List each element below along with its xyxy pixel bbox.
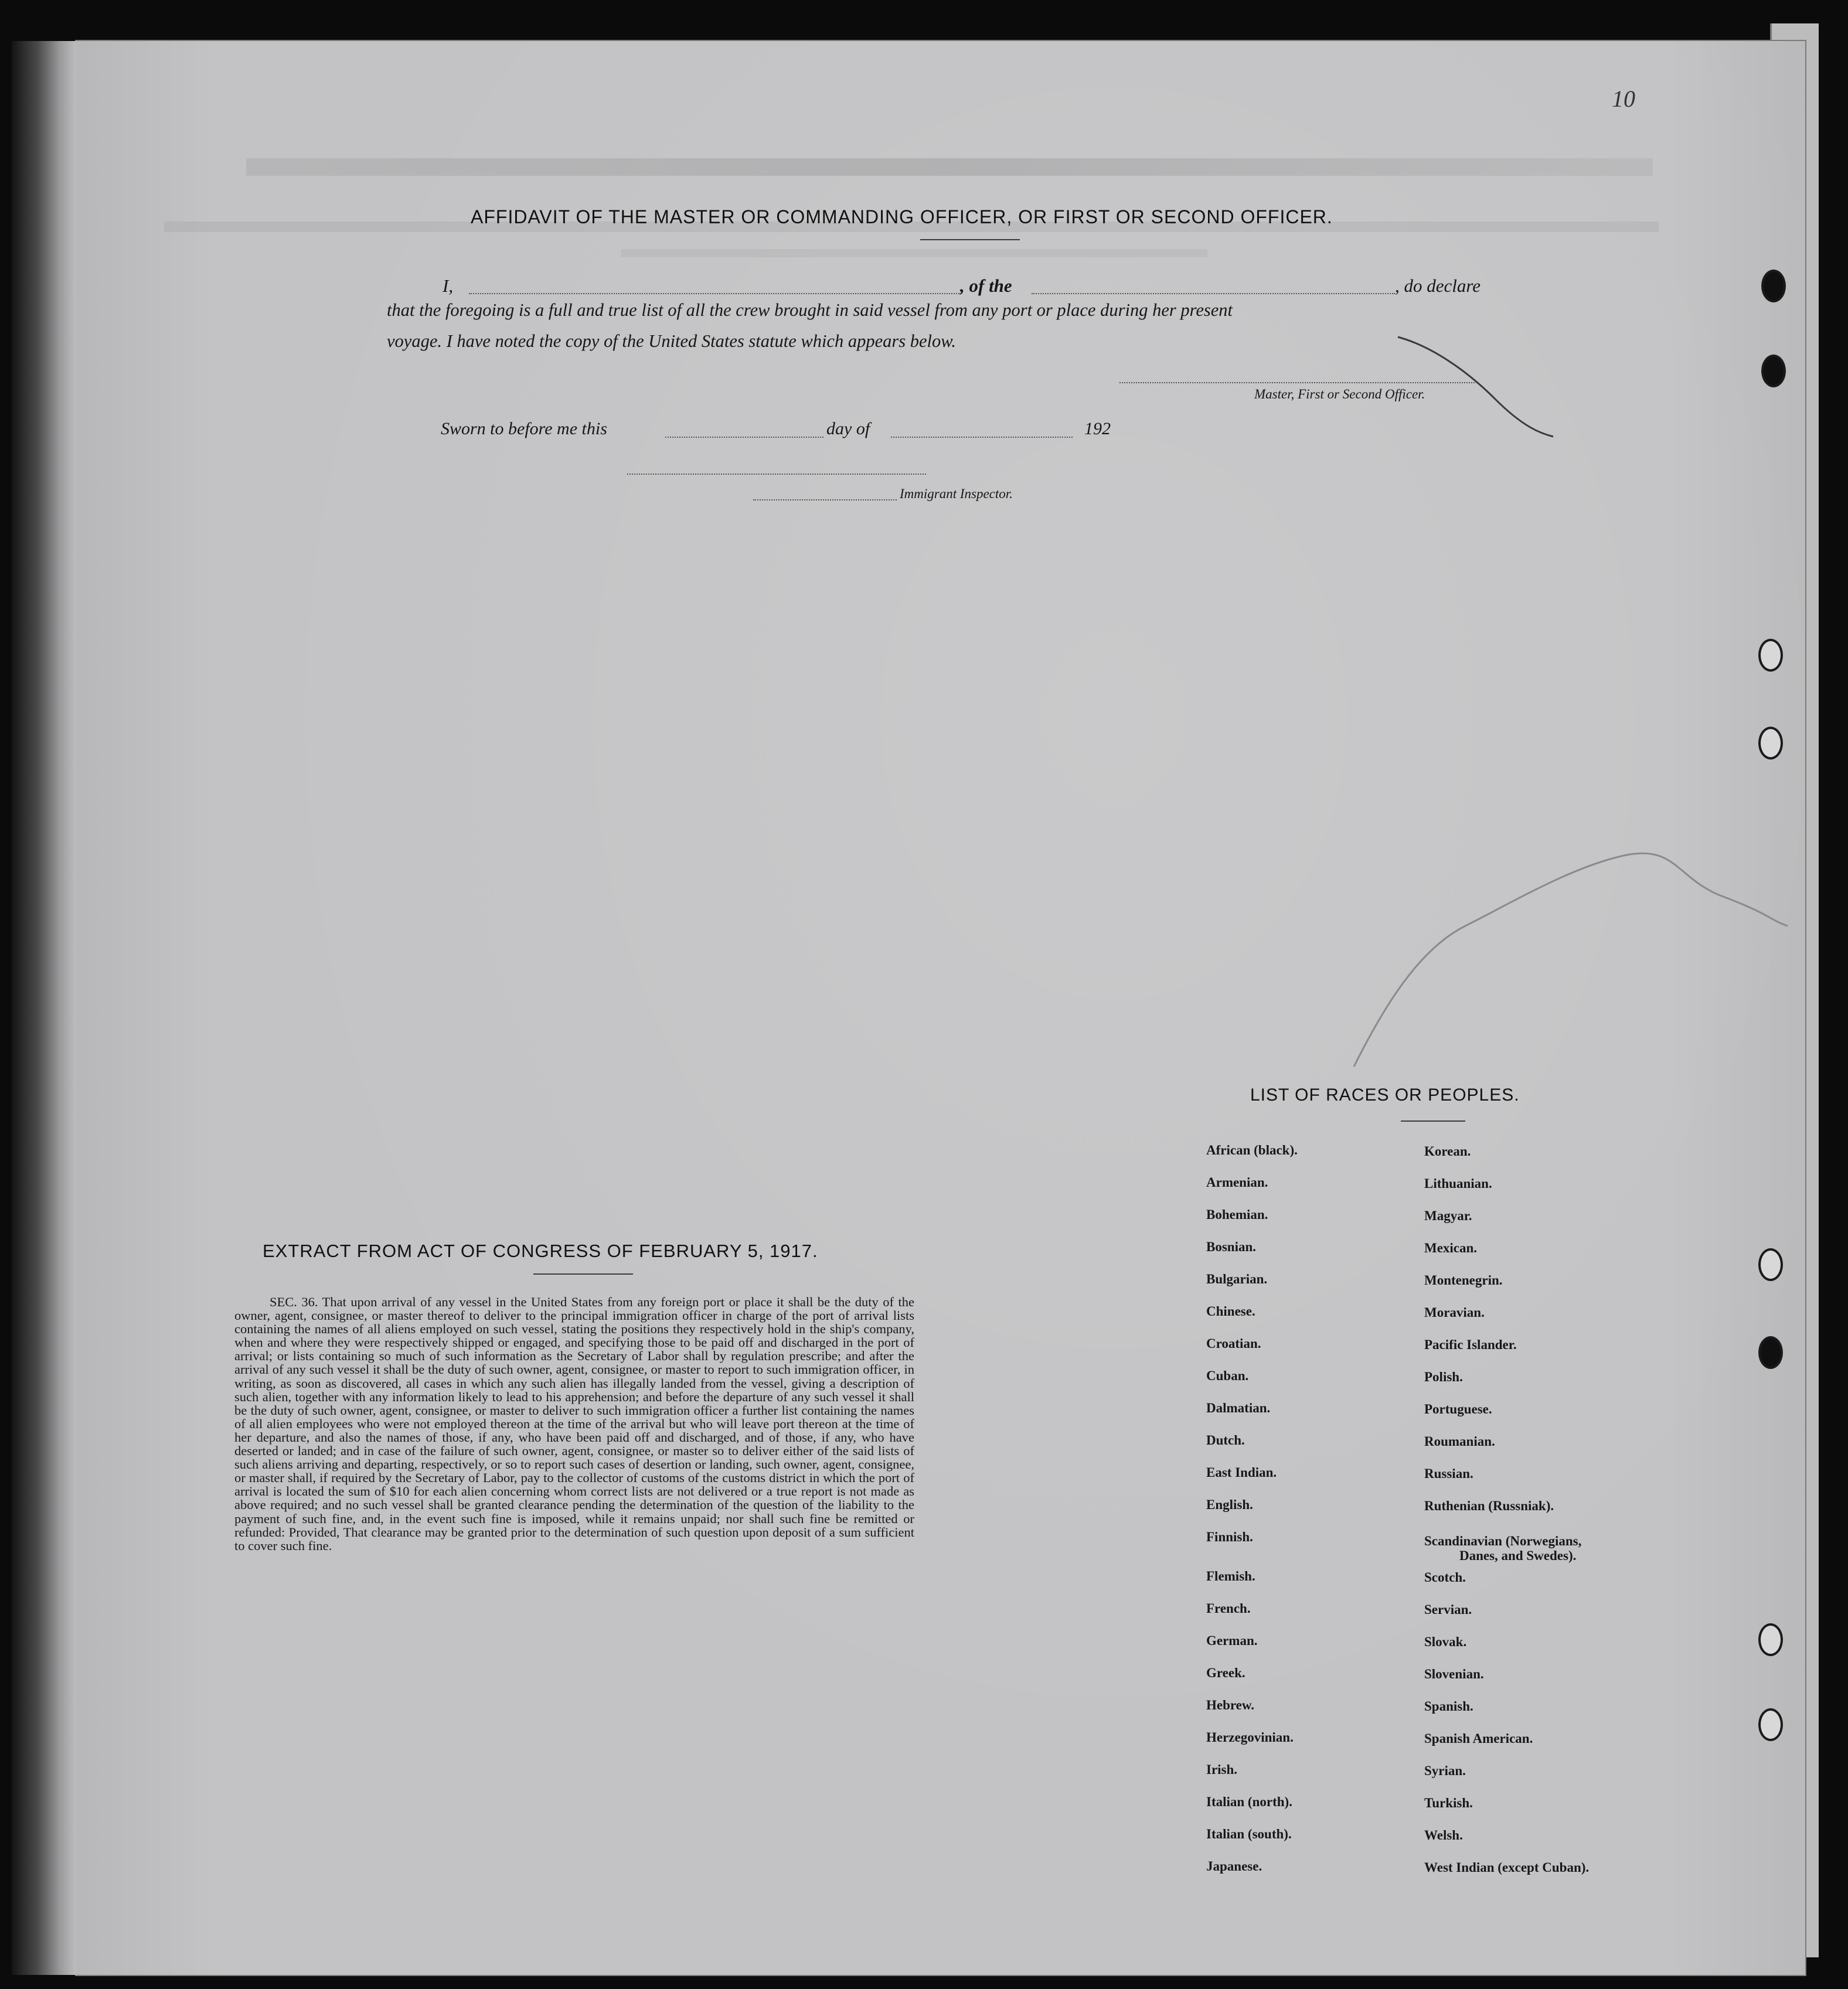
binder-hole: [1761, 270, 1786, 302]
race-item: Danes, and Swedes).: [1459, 1548, 1577, 1563]
race-item: French.: [1206, 1601, 1251, 1616]
race-item: Dalmatian.: [1206, 1401, 1271, 1415]
sworn-month-line[interactable]: [891, 437, 1073, 438]
race-item: Cuban.: [1206, 1368, 1249, 1383]
bleed-through-band: [246, 158, 1653, 176]
race-item: Spanish.: [1424, 1699, 1473, 1714]
binder-hole: [1758, 1248, 1783, 1281]
sworn-day-line[interactable]: [665, 437, 823, 438]
race-item: Bohemian.: [1206, 1207, 1268, 1222]
race-item: Chinese.: [1206, 1304, 1255, 1319]
inspector-signature-line[interactable]: [627, 474, 926, 475]
races-title-rule: [1401, 1120, 1465, 1122]
race-item: Hebrew.: [1206, 1698, 1254, 1712]
master-name-line[interactable]: [469, 293, 961, 294]
race-item: African (black).: [1206, 1143, 1298, 1157]
race-item: Scotch.: [1424, 1570, 1466, 1585]
affidavit-i: I,: [443, 275, 454, 296]
races-title: LIST OF RACES OR PEOPLES.: [1250, 1085, 1520, 1105]
binder-hole: [1761, 355, 1786, 387]
race-item: Italian (north).: [1206, 1794, 1292, 1809]
race-item: Flemish.: [1206, 1569, 1255, 1583]
race-item: Dutch.: [1206, 1433, 1245, 1448]
day-of-label: day of: [826, 419, 870, 438]
binder-hole: [1758, 639, 1783, 672]
affidavit-statement-cont: voyage. I have noted the copy of the United States statute which appears below.: [387, 331, 956, 351]
race-item: Korean.: [1424, 1144, 1471, 1159]
race-item: Russian.: [1424, 1466, 1473, 1481]
race-item: Pacific Islander.: [1424, 1337, 1517, 1352]
affidavit-statement: that the foregoing is a full and true list of all the crew brought in said vessel from any port or place during her present: [387, 300, 1233, 320]
signature-label: Master, First or Second Officer.: [1254, 387, 1425, 401]
race-item: Servian.: [1424, 1602, 1472, 1617]
race-item: Montenegrin.: [1424, 1273, 1503, 1288]
title-rule: [920, 239, 1020, 240]
race-item: Magyar.: [1424, 1208, 1472, 1223]
extract-title-rule: [533, 1273, 633, 1275]
binder-hole: [1758, 1336, 1783, 1369]
bleed-through-band: [621, 249, 1207, 257]
affidavit-title: AFFIDAVIT OF THE MASTER OR COMMANDING OFFICER, OR FIRST OR SECOND OFFICER.: [471, 206, 1333, 227]
affidavit-do-declare: , do declare: [1395, 275, 1481, 296]
affidavit-of-the: , of the: [960, 275, 1012, 296]
year-label: 192: [1084, 419, 1111, 438]
race-item: Mexican.: [1424, 1241, 1478, 1255]
race-item: Spanish American.: [1424, 1731, 1533, 1746]
race-item: Syrian.: [1424, 1763, 1466, 1778]
race-item: Finnish.: [1206, 1530, 1253, 1544]
race-item: Italian (south).: [1206, 1827, 1292, 1841]
page-number: 10: [1612, 86, 1635, 112]
race-item: Portuguese.: [1424, 1402, 1492, 1416]
race-item: Croatian.: [1206, 1336, 1261, 1351]
binding-edge: [12, 41, 76, 1975]
binder-hole: [1758, 1623, 1783, 1656]
race-item: Ruthenian (Russniak).: [1424, 1498, 1554, 1513]
race-item: Bosnian.: [1206, 1239, 1257, 1254]
race-item: Greek.: [1206, 1666, 1245, 1680]
race-item: Roumanian.: [1424, 1434, 1495, 1449]
extract-body: [234, 1295, 914, 1552]
race-item: Polish.: [1424, 1370, 1463, 1384]
extract-paragraph: SEC. 36. That upon arrival of any vessel in the United States from any foreign port or place it shall be the duty of the owner, agent, consignee, or master thereof to deliver to the principal immigration officer in charge of the port of arrival lists containing the names of all aliens employed on such vessel, stating the positions they respectively hold in the ship's company, when and where they were respectively shipped or engaged, and specifying those to be paid off and discharged in the port of arrival; or lists containing so much of such information as the Secretary of Labor shall by regulation prescribe; and after the arrival of any such vessel it shall be the duty of such owner, agent, consignee, or master to report to such immigration officer, in writing, as soon as discovered, all cases in which any such alien has illegally landed from the vessel, giving a description of such alien, together with any information likely to lead to his apprehension; and before the departure of any such vessel it shall be the duty of such owner, agent, consignee, or master to deliver to such immigration officer a further list containing the names of all alien employees who were not employed thereon at the time of the arrival but who will leave port thereon at the time of her departure, and also the names of those, if any, who have been paid off and discharged, and of those, if any, who have deserted or landed; and in case of the failure of such owner, agent, consignee, or master so to deliver either of the said lists of such aliens arriving and departing, respectively, or so to report such cases of desertion or landing, such owner, agent, consignee, or master shall, if required by the Secretary of Labor, pay to the collector of customs of the customs district in which the port of arrival is located the sum of $10 for each alien concerning whom correct lists are not delivered or a true report is not made as above required; and no such vessel shall be granted clearance pending the determination of the question of the liability to the payment of such fine, and, in the event such fine is imposed, while it remains unpaid; nor shall such fine be remitted or refunded: Provided, That clearance may be granted prior to the determination of such question upon deposit of a sum sufficient to cover such fine.: [234, 1295, 914, 1553]
race-item: Japanese.: [1206, 1859, 1262, 1874]
race-item: Armenian.: [1206, 1175, 1268, 1190]
binder-hole: [1758, 727, 1783, 760]
paper-crack: [1348, 832, 1793, 1078]
vessel-name-line[interactable]: [1032, 293, 1395, 294]
race-item: English.: [1206, 1497, 1253, 1512]
race-item: Slovenian.: [1424, 1667, 1484, 1681]
race-item: Lithuanian.: [1424, 1176, 1492, 1191]
sworn-label: Sworn to before me this: [441, 419, 607, 438]
race-item: Irish.: [1206, 1762, 1238, 1777]
inspector-signature-line-2[interactable]: [753, 499, 897, 500]
extract-title: EXTRACT FROM ACT OF CONGRESS OF FEBRUARY 5, 1917.: [263, 1241, 818, 1261]
signature-line[interactable]: [1119, 382, 1477, 383]
race-item: Slovak.: [1424, 1634, 1467, 1649]
race-item: Bulgarian.: [1206, 1272, 1268, 1286]
race-item: West Indian (except Cuban).: [1424, 1860, 1590, 1875]
race-item: Moravian.: [1424, 1305, 1485, 1320]
binder-hole: [1758, 1708, 1783, 1741]
race-item: Turkish.: [1424, 1796, 1473, 1810]
race-item: Herzegovinian.: [1206, 1730, 1294, 1745]
race-item: German.: [1206, 1633, 1258, 1648]
race-item: Welsh.: [1424, 1828, 1463, 1842]
race-item: East Indian.: [1206, 1465, 1277, 1480]
inspector-label: Immigrant Inspector.: [900, 486, 1013, 501]
race-item: Scandinavian (Norwegians,: [1424, 1534, 1582, 1548]
